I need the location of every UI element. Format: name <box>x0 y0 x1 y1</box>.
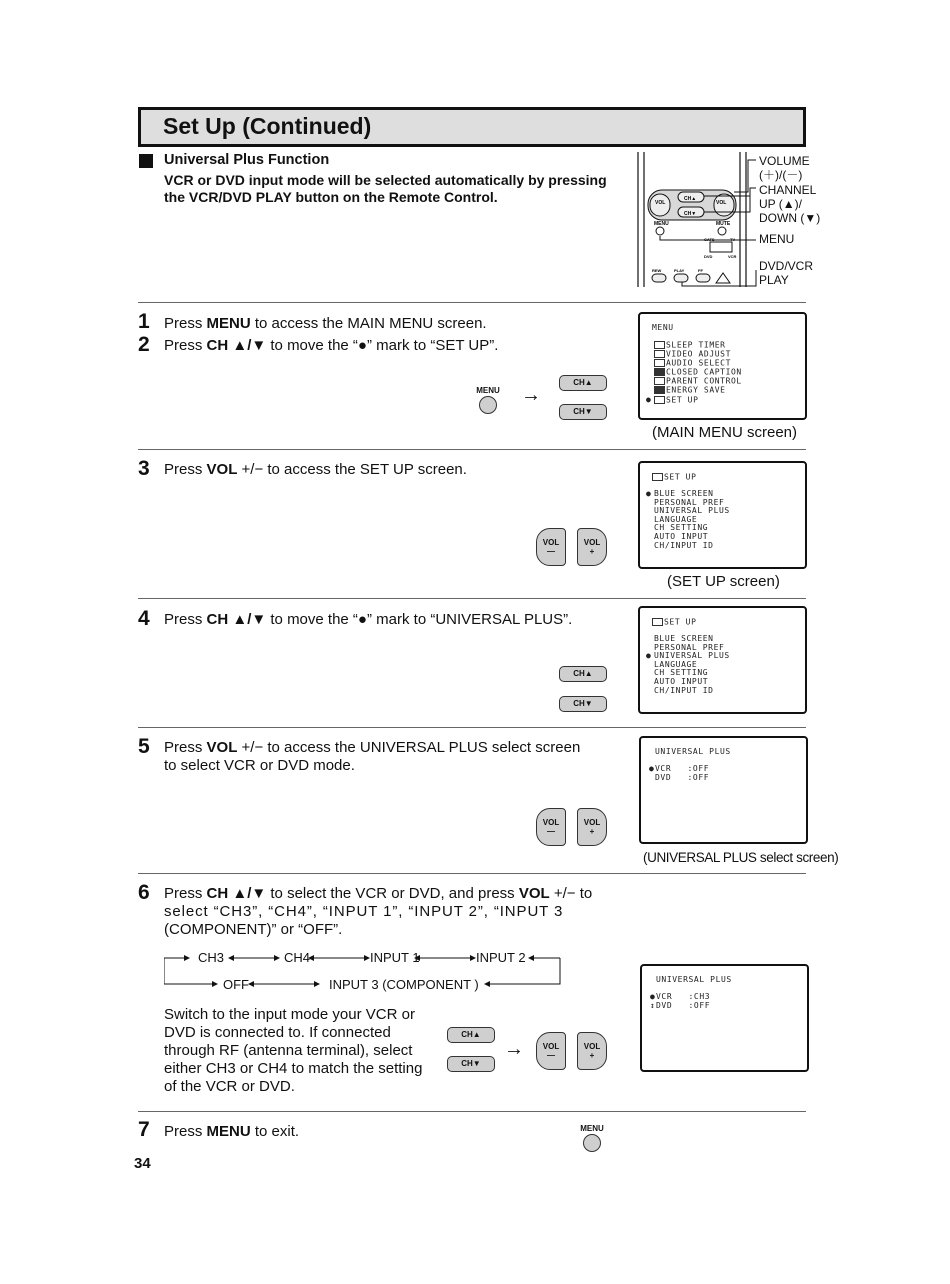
setup-item: PERSONAL PREF <box>654 497 725 507</box>
setup-list <box>646 490 730 550</box>
setup-item: AUTO INPUT <box>654 531 709 541</box>
ch-down-key-icon: CH▼ <box>447 1056 495 1072</box>
main-menu-item: AUDIO SELECT <box>646 359 742 368</box>
divider <box>138 873 806 874</box>
remote-tv-label: TV <box>730 237 736 242</box>
divider <box>138 449 806 450</box>
main-menu-item-selected: ● SET UP <box>646 395 699 405</box>
setup-item: CH/INPUT ID <box>654 540 714 550</box>
setup-icon <box>652 618 663 626</box>
setup-list <box>646 635 730 695</box>
setup-screen-caption: (SET UP screen) <box>667 573 780 590</box>
switch-text-line: Switch to the input mode your VCR or <box>164 1006 415 1023</box>
remote-vol-right-label: VOL <box>716 200 727 206</box>
ch-up-key-icon: CH▲ <box>559 666 607 682</box>
setup-item: LANGUAGE <box>654 659 698 669</box>
divider <box>138 727 806 728</box>
label-volume: VOLUME <box>759 154 810 168</box>
remote-ch-down-label: CH▼ <box>684 211 697 217</box>
arrow-icon: → <box>521 384 541 406</box>
menu-button-label: MENU <box>580 1124 604 1133</box>
remote-cats-label: CATS <box>704 237 715 242</box>
vol-plus-key-icon: VOL + <box>577 528 607 566</box>
setup-item-selected: ● BLUE SCREEN <box>646 489 714 498</box>
universal-item-selected: ●VCR :CH3 <box>650 992 711 1001</box>
ch-down-key-icon: CH▼ <box>559 696 607 712</box>
step-number: 6 <box>138 881 150 904</box>
step-3-text: Press VOL +/− to access the SET UP screen. <box>164 461 467 478</box>
step-number: 5 <box>138 735 150 758</box>
section-bullet-icon <box>139 154 153 168</box>
flow-input3: INPUT 3 (COMPONENT ) <box>329 977 479 992</box>
universal-list <box>649 765 709 782</box>
menu-item-icon <box>654 386 665 394</box>
vol-minus-key-icon: VOL — <box>536 528 566 566</box>
step-7-text: Press MENU to exit. <box>164 1123 300 1140</box>
menu-button-label: MENU <box>476 386 500 395</box>
universal-screen-caption: (UNIVERSAL PLUS select screen) <box>643 850 839 865</box>
ch-up-key-icon: CH▲ <box>559 375 607 391</box>
setup-item: PERSONAL PREF <box>654 642 725 652</box>
step-number: 1 <box>138 310 150 333</box>
main-menu-item: ENERGY SAVE <box>646 386 742 395</box>
label-play: PLAY <box>759 273 789 287</box>
ch-down-key-icon: CH▼ <box>559 404 607 420</box>
step-number: 7 <box>138 1118 150 1141</box>
universal-list <box>650 993 710 1010</box>
page-title: Set Up (Continued) <box>163 113 372 139</box>
step-number: 2 <box>138 333 150 356</box>
flow-off: OFF <box>223 977 249 992</box>
setup-item: AUTO INPUT <box>654 676 709 686</box>
switch-text-line: either CH3 or CH4 to match the setting <box>164 1060 423 1077</box>
remote-play-label: PLAY <box>674 268 685 273</box>
universal-item-selected: ●VCR :OFF <box>649 764 710 773</box>
universal-plus-screen-ch3 <box>640 964 809 1072</box>
setup-item: BLUE SCREEN <box>654 634 714 643</box>
main-menu-title: MENU <box>652 323 674 332</box>
setup-item: CH SETTING <box>654 668 709 678</box>
switch-instructions <box>164 1006 426 1096</box>
setup-screen-title: SET UP <box>652 618 697 627</box>
divider <box>138 1111 806 1112</box>
flow-input2: INPUT 2 <box>476 950 526 965</box>
switch-text-line: through RF (antenna terminal), select <box>164 1042 413 1059</box>
menu-button-icon <box>479 396 497 414</box>
vol-minus-key-icon: VOL — <box>536 1032 566 1070</box>
remote-rew-label: REW <box>652 268 662 273</box>
page-title-bar <box>138 107 806 147</box>
step-1-text: Press MENU to access the MAIN MENU screen. <box>164 315 487 332</box>
universal-screen-title: UNIVERSAL PLUS <box>655 747 731 756</box>
label-channel-down: DOWN (▼) <box>759 211 821 225</box>
setup-item: LANGUAGE <box>654 514 698 524</box>
remote-dvd-label: DVD <box>704 254 713 259</box>
menu-item-icon <box>654 368 665 376</box>
divider <box>138 598 806 599</box>
vol-plus-key-icon: VOL + <box>577 808 607 846</box>
main-menu-item: PARENT CONTROL <box>646 377 742 386</box>
flow-ch3: CH3 <box>198 950 225 965</box>
universal-screen-title: UNIVERSAL PLUS <box>656 975 732 984</box>
remote-ch-up-label: CH▲ <box>684 196 697 202</box>
arrow-icon: → <box>504 1038 524 1060</box>
divider <box>138 302 806 303</box>
label-channel: CHANNEL <box>759 183 817 197</box>
intro-text-line2: the VCR/DVD PLAY button on the Remote Control. <box>164 189 498 205</box>
menu-item-icon <box>654 350 665 358</box>
main-menu-item: SLEEP TIMER <box>646 341 742 350</box>
ch-up-key-icon: CH▲ <box>447 1027 495 1043</box>
setup-screen-title: SET UP <box>652 473 697 482</box>
setup-icon <box>652 473 663 481</box>
universal-plus-screen <box>639 736 808 844</box>
main-menu-item: CLOSED CAPTION <box>646 368 742 377</box>
remote-mute-label: MUTE <box>716 221 731 227</box>
page-number: 34 <box>134 1155 151 1172</box>
switch-text-line: of the VCR or DVD. <box>164 1078 295 1095</box>
setup-item: UNIVERSAL PLUS <box>654 506 730 516</box>
remote-ff-label: FF <box>698 268 703 273</box>
label-volume-sub: (＋)/(－) <box>759 168 803 182</box>
main-menu-caption: (MAIN MENU screen) <box>652 424 798 441</box>
vol-minus-key-icon: VOL — <box>536 808 566 846</box>
setup-screen <box>638 461 807 569</box>
switch-text-line: DVD is connected to. If connected <box>164 1024 391 1041</box>
menu-item-icon <box>654 377 665 385</box>
main-menu-screen <box>638 312 807 420</box>
section-heading: Universal Plus Function <box>164 152 330 168</box>
universal-item: DVD :OFF <box>655 772 710 782</box>
vol-plus-key-icon: VOL + <box>577 1032 607 1070</box>
main-menu-list <box>646 341 742 405</box>
setup-item-selected: ● UNIVERSAL PLUS <box>646 651 730 661</box>
menu-item-icon <box>654 341 665 349</box>
universal-item: ↕DVD :OFF <box>650 1000 711 1010</box>
flow-input1: INPUT 1 <box>370 950 420 965</box>
step-5-text: Press VOL +/− to access the UNIVERSAL PLUS select screen to select VCR or DVD mode. <box>164 739 581 774</box>
step-4-text: Press CH ▲/▼ to move the “●” mark to “UNIVERSAL PLUS”. <box>164 611 573 628</box>
step-6-text: Press CH ▲/▼ to select the VCR or DVD, and press VOL +/− to select “CH3”, “CH4”, “INPUT 1”, “INPUT 2”, “INPUT 3 (COMPONENT)” or “OFF”. <box>164 885 593 938</box>
remote-menu-label: MENU <box>654 221 669 227</box>
menu-item-icon <box>654 359 665 367</box>
setup-item: CH/INPUT ID <box>654 685 714 695</box>
label-dvdvcr: DVD/VCR <box>759 259 814 273</box>
setup-screen-universal <box>638 606 807 714</box>
label-channel-up: UP (▲)/ <box>759 197 802 211</box>
step-2-text: Press CH ▲/▼ to move the “●” mark to “SET UP”. <box>164 337 499 354</box>
menu-item-icon <box>654 396 665 404</box>
flow-ch4: CH4 <box>284 950 311 965</box>
main-menu-item: VIDEO ADJUST <box>646 350 742 359</box>
remote-vcr-label: VCR <box>728 254 737 259</box>
label-menu: MENU <box>759 232 795 246</box>
remote-vol-left-label: VOL <box>655 200 666 206</box>
intro-text-line1: VCR or DVD input mode will be selected automatically by pressing <box>164 172 607 188</box>
step-number: 4 <box>138 607 150 630</box>
menu-button-icon <box>583 1134 601 1152</box>
setup-item: CH SETTING <box>654 523 709 533</box>
step-number: 3 <box>138 457 150 480</box>
